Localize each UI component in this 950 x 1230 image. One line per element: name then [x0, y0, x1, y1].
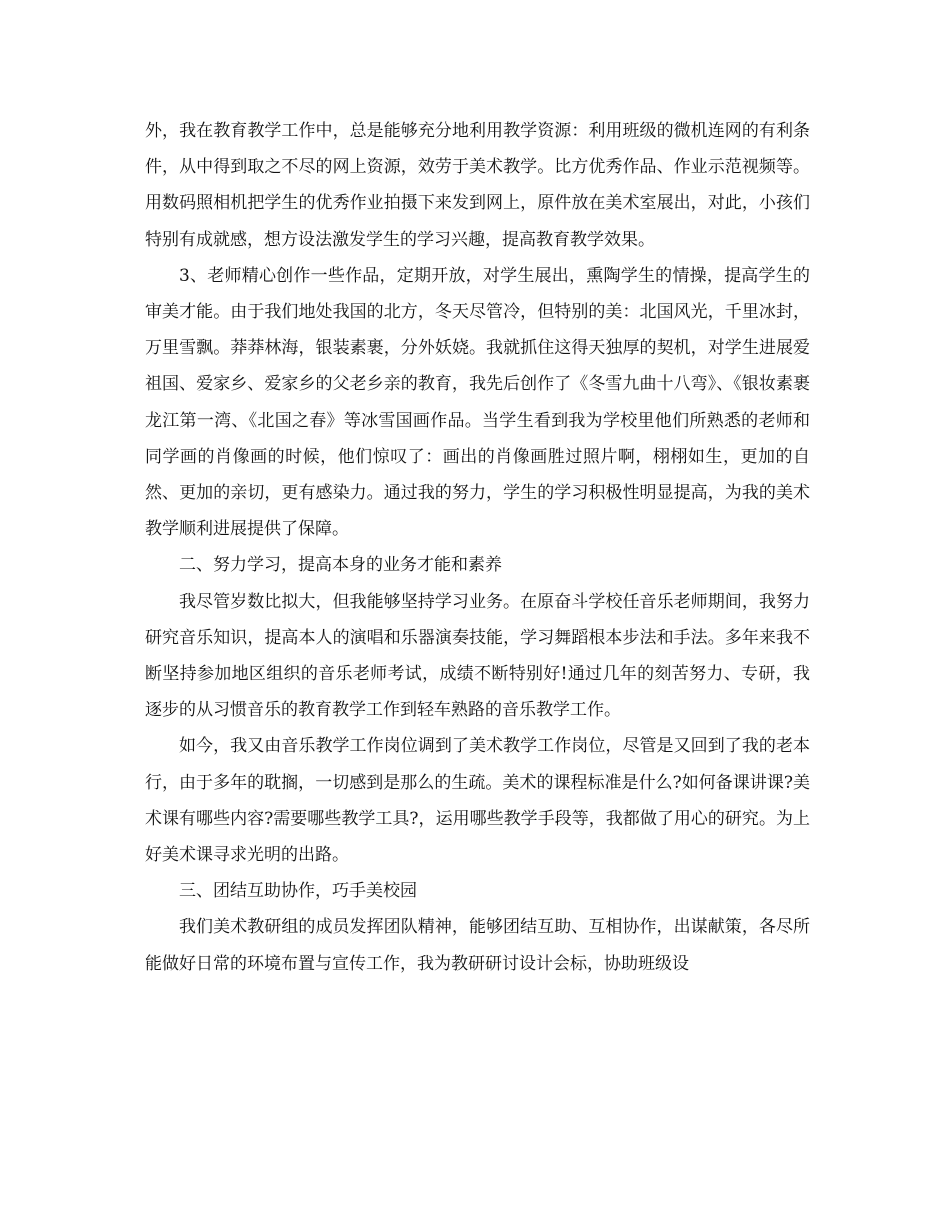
paragraph-study: 我尽管岁数比拟大，但我能够坚持学习业务。在原奋斗学校任音乐老师期间，我努力研究音乐知识，提高本人的演唱和乐器演奏技能，学习舞蹈根本步法和手法。多年来我不断坚持参加地区组织的音乐老师考试，成绩不断特别好!通过几年的刻苦努力、专研，我逐步的从习惯音乐的教育教学工作到轻车熟路的音乐教学工作。	[145, 591, 810, 721]
paragraph-continuation: 外，我在教育教学工作中，总是能够充分地利用教学资源：利用班级的微机连网的有利条件，从中得到取之不尽的网上资源，效劳于美术教学。比方优秀作品、作业示范视频等。用数码照相机把学生的优秀作业拍摄下来发到网上，原件放在美术室展出，对此，小孩们特别有成就感，想方设法激发学生的学习兴趣，提高教育教学效果。	[145, 121, 810, 250]
paragraph-item-3: 3、老师精心创作一些作品，定期开放，对学生展出，熏陶学生的情操，提高学生的审美才能。由于我们地处我国的北方，冬天尽管冷，但特别的美：北国风光，千里冰封，万里雪飘。莽莽林海，银装素裹，分外妖娆。我就抓住这得天独厚的契机，对学生进展爱祖国、爱家乡、爱家乡的父老乡亲的教育，我先后创作了《冬雪九曲十八弯》、《银妆素裹龙江第一湾、《北国之春》等冰雪国画作品。当学生看到我为学校里他们所熟悉的老师和同学画的肖像画的时候，他们惊叹了：画出的肖像画胜过照片啊，栩栩如生，更加的自然、更加的亲切，更有感染力。通过我的努力，学生的学习积极性明显提高，为我的美术教学顺利进展提供了保障。	[145, 265, 810, 540]
paragraph-teamwork: 我们美术教研组的成员发挥团队精神，能够团结互助、互相协作，出谋献策，各尽所能做好日常的环境布置与宣传工作，我为教研研讨设计会标，协助班级设	[145, 917, 810, 974]
section-heading-2: 二、努力学习，提高本身的业务才能和素养	[179, 555, 502, 576]
paragraph-current-role: 如今，我又由音乐教学工作岗位调到了美术教学工作岗位，尽管是又回到了我的老本行，由于多年的耽搁，一切感到是那么的生疏。美术的课程标准是什么?如何备课讲课?美术课有哪些内容?需要哪些教学工具?，运用哪些教学手段等，我都做了用心的研究。为上好美术课寻求光明的出路。	[145, 736, 810, 866]
document-body	[145, 113, 810, 982]
section-heading-3: 三、团结互助协作，巧手美校园	[179, 881, 417, 902]
